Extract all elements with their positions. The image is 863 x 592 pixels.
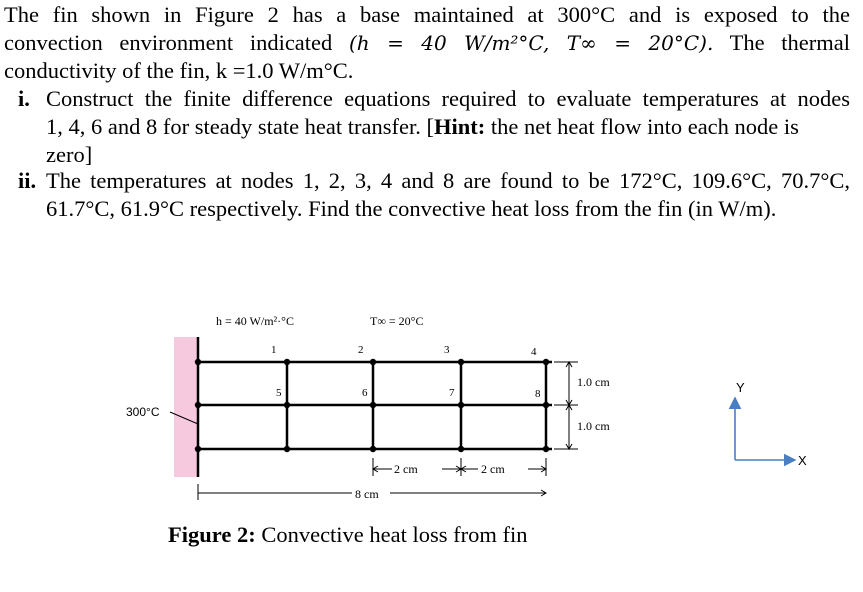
part-i-text-1: Construct the finite difference equations required to evaluate temperatures at nodes	[46, 86, 850, 111]
node-label-7: 7	[449, 387, 455, 399]
intro-line-3: conductivity of the fin, k =1.0 W/m°C.	[4, 58, 354, 83]
part-i-text-2a: 1, 4, 6 and 8 for steady state heat transfer. [	[46, 114, 434, 139]
fin-base	[174, 337, 198, 477]
figure-caption-label: Figure 2:	[168, 522, 256, 547]
part-ii-line-2: 61.7°C, 61.9°C respectively. Find the convective heat loss from the fin (in W/m).	[46, 196, 777, 221]
part-i-marker: i.	[18, 86, 30, 111]
convection-parameters: (h = 40 W/m²°C, T∞ = 20°C).	[348, 31, 714, 55]
node-label-3: 3	[444, 344, 450, 356]
part-ii-text-1: The temperatures at nodes 1, 2, 3, 4 and 8 are found to be 172°C, 109.6°C, 70.7°C,	[46, 168, 850, 193]
dim-label-bottom: 1.0 cm	[577, 419, 610, 433]
intro-line-1: The fin shown in Figure 2 has a base maintained at 300°C and is exposed to the	[4, 2, 850, 27]
base-temperature-label: 300°C	[126, 405, 160, 419]
dim-label-top: 1.0 cm	[577, 375, 610, 389]
t-inf-label: T∞ = 20°C	[370, 314, 424, 328]
h-label: h = 40 W/m²·°C	[216, 314, 294, 328]
coordinate-axes	[735, 398, 795, 460]
part-ii-marker: ii.	[18, 168, 37, 193]
part-i-text-2b: the net heat flow into each node is	[485, 114, 799, 139]
dim-label-2cm-a: 2 cm	[394, 462, 418, 476]
node-label-6: 6	[362, 387, 368, 399]
hint-label: Hint:	[434, 114, 486, 139]
figure-caption	[168, 522, 528, 548]
figure-caption-text: Convective heat loss from fin	[255, 522, 528, 547]
dim-label-8cm: 8 cm	[355, 487, 379, 501]
node-label-5: 5	[276, 387, 282, 399]
axis-x-label: X	[798, 453, 807, 468]
part-i-line-3: zero]	[46, 142, 93, 167]
node-label-4: 4	[531, 346, 537, 358]
dim-label-2cm-b: 2 cm	[481, 462, 505, 476]
node-label-1: 1	[271, 344, 277, 356]
intro-line-2-start: convection environment indicated	[4, 30, 333, 55]
intro-line-2-end: The thermal	[729, 30, 851, 55]
vertical-dimensions	[554, 362, 578, 449]
node-label-2: 2	[358, 344, 364, 356]
axis-y-label: Y	[736, 380, 745, 395]
node-label-8: 8	[535, 388, 541, 400]
